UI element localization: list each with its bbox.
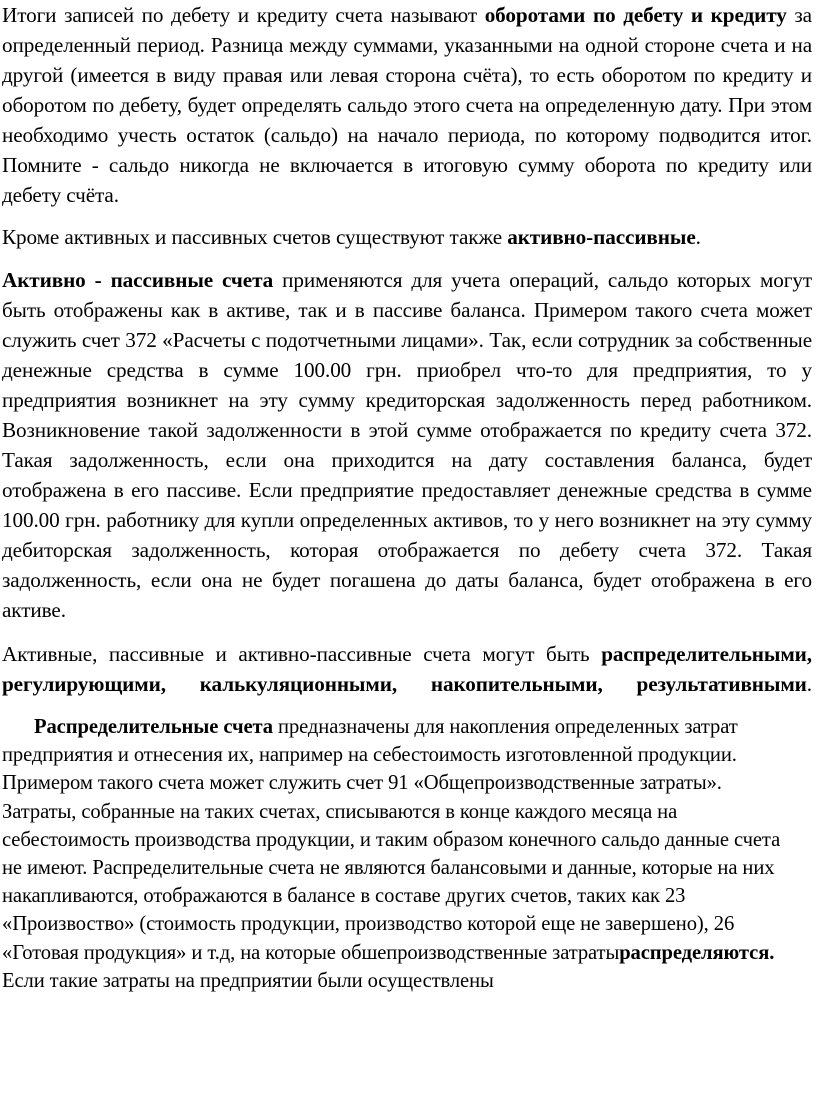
bold-term: Активно - пассивные счета — [2, 268, 274, 292]
text: Кроме активных и пассивных счетов существуют также — [2, 225, 508, 249]
text: предназначены для накопления определенных затрат предприятия и отнесения их, например на себестоимость изготовленной продукции. Примером такого счета может служить счет 91 «Общепроизводственные затраты». Затраты, собранные на таких счетах, списываются в конце каждого месяца на себестоимость производства продукции, и таким образом конечного сальдо данные счета не имеют. Распределительные счета не являются балансовыми и данные, которые на них накапливаются, отображаются в балансе в составе других счетов, таких как 23 «Произвоство» (стоимость продукции, производство которой еще не завершено), 26 «Готовая продукция» и т.д, на которые обшепроизводственные затраты — [2, 716, 781, 964]
paragraph-account-types — [2, 639, 812, 699]
text: применяются для учета операций, сальдо которых могут быть отображены как в активе, так и в пассиве баланса. Примером такого счета может служить счет 372 «Расчеты с подотчетными лицами». Так, если сотрудник за собственные денежные средства в сумме 100.00 грн. приобрел что-то для предприятия, то у предприятия возникнет на эту сумму кредиторская задолженность перед работником. Возникновение такой задолженности в этой сумме отображается по кредиту счета 372. Такая задолженность, если она приходится на дату составления баланса, будет отображена в его пассиве. Если предприятие предоставляет денежные средства в сумме 100.00 грн. работнику для купли определенных активов, то у него возникнет на эту сумму дебиторская задолженность, которая отображается по дебету счета 372. Такая задолженность, если она не будет погашена до даты баланса, будет отображена в его активе. — [2, 268, 812, 622]
bold-term: оборотами по дебету и кредиту — [484, 3, 787, 27]
bold-term: активно-пассивные — [507, 225, 696, 249]
text: Итоги записей по дебету и кредиту счета называют — [2, 3, 485, 27]
bold-term: накопительными, результативными — [430, 672, 807, 696]
text: Если такие затраты на предприятии были осуществлены — [2, 969, 494, 992]
paragraph-active-passive-intro — [2, 222, 812, 252]
bold-term: Распределительные счета — [34, 716, 273, 738]
text: Активные, пассивные и активно-пассивные счета могут быть — [2, 642, 602, 666]
paragraph-distribution-accounts — [2, 713, 812, 995]
bold-term: распределяются. — [619, 941, 775, 964]
paragraph-turnover — [2, 0, 812, 210]
paragraph-active-passive-accounts — [2, 265, 812, 625]
bold-term: распределительными, регулирующими, калькуляционными, — [2, 642, 812, 696]
text: . — [806, 672, 812, 696]
text: . — [695, 225, 701, 249]
text: за определенный период. Разница между суммами, указанными на одной стороне счета и на другой (имеется в виду правая или левая сторона счёта), то есть оборотом по кредиту и оборотом по дебету, будет определять сальдо этого счета на определенную дату. При этом необходимо учесть остаток (сальдо) на начало периода, по которому подводится итог. Помните - сальдо никогда не включается в итоговую сумму оборота по кредиту или дебету счёта. — [2, 3, 812, 207]
